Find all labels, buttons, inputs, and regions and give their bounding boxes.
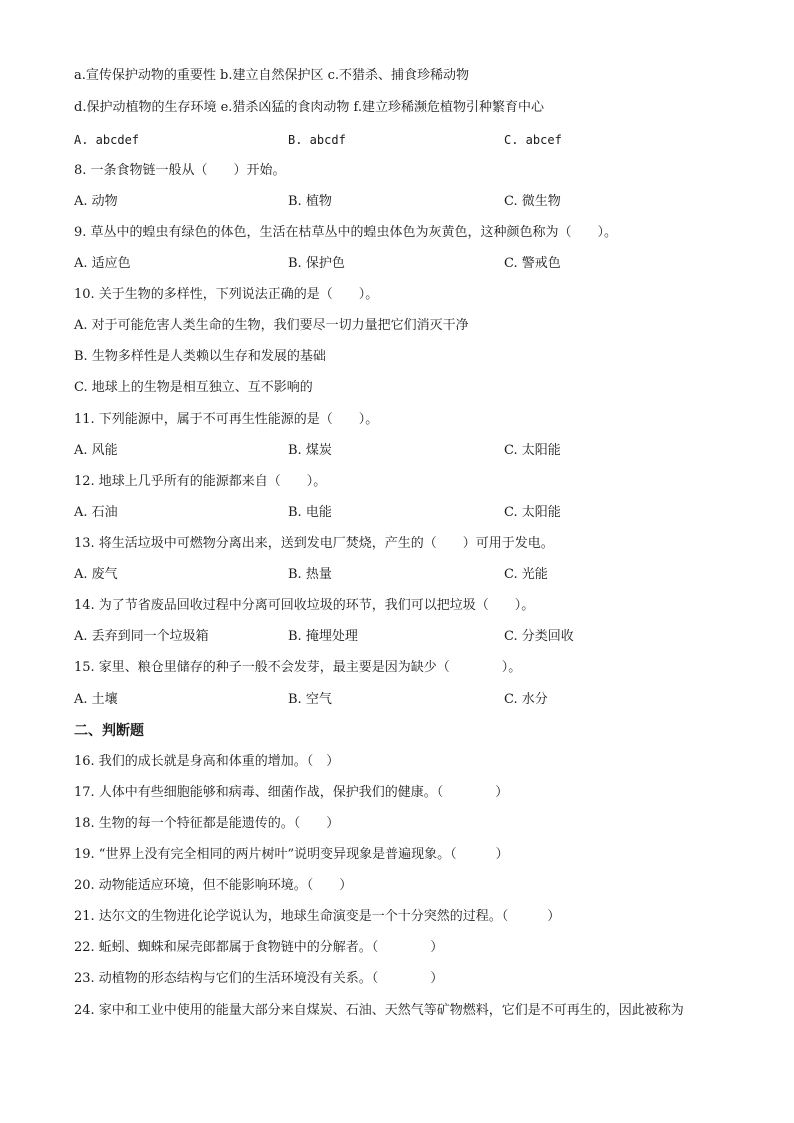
q11-stem: 11. 下列能源中，属于不可再生性能源的是（ ）。 — [74, 412, 379, 427]
judgement-item-21: 21. 达尔文的生物进化论学说认为，地球生命演变是一个十分突然的过程。（ ） — [74, 909, 561, 924]
q11-option-a[interactable]: A. 风能 — [74, 443, 118, 458]
q14-options — [74, 627, 724, 647]
q10-stem: 10. 关于生物的多样性，下列说法正确的是（ ）。 — [74, 287, 379, 302]
q13-options — [74, 565, 724, 585]
q14-option-b[interactable]: B. 掩埋处理 — [288, 629, 358, 644]
q14-option-a[interactable]: A. 丢弃到同一个垃圾箱 — [74, 629, 209, 644]
judgement-item-16: 16. 我们的成长就是身高和体重的增加。（ ） — [74, 754, 340, 769]
q7-option-b[interactable]: B. abcdf — [288, 133, 346, 147]
q8-option-a[interactable]: A. 动物 — [74, 194, 118, 209]
q13-option-c[interactable]: C. 光能 — [504, 567, 548, 582]
q12-option-c[interactable]: C. 太阳能 — [504, 505, 561, 520]
q11-options — [74, 441, 724, 461]
q7-items-line-1: a.宣传保护动物的重要性 b.建立自然保护区 c.不猎杀、捕食珍稀动物 — [74, 68, 470, 83]
q8-option-c[interactable]: C. 微生物 — [504, 194, 561, 209]
q15-option-b[interactable]: B. 空气 — [288, 692, 332, 707]
q15-option-c[interactable]: C. 水分 — [504, 692, 548, 707]
judgement-item-20: 20. 动物能适应环境，但不能影响环境。（ ） — [74, 878, 353, 893]
q9-stem: 9. 草丛中的蝗虫有绿色的体色，生活在枯草丛中的蝗虫体色为灰黄色，这种颜色称为（ ）。 — [74, 225, 618, 240]
q9-options — [74, 254, 724, 274]
q7-items-line-2: d.保护动植物的生存环境 e.猎杀凶猛的食肉动物 f.建立珍稀濒危植物引种繁育中心 — [74, 100, 545, 115]
q13-option-a[interactable]: A. 废气 — [74, 567, 118, 582]
q7-options — [74, 130, 724, 150]
judgement-item-23: 23. 动植物的形态结构与它们的生活环境没有关系。（ ） — [74, 971, 444, 986]
q8-options — [74, 192, 724, 212]
q14-option-c[interactable]: C. 分类回收 — [504, 629, 574, 644]
judgement-item-24: 24. 家中和工业中使用的能量大部分来自煤炭、石油、天然气等矿物燃料，它们是不可再生的，因此被称为 — [74, 1003, 684, 1018]
judgement-item-22: 22. 蚯蚓、蜘蛛和屎壳郎都属于食物链中的分解者。（ ） — [74, 940, 444, 955]
q15-options — [74, 690, 724, 710]
q13-stem: 13. 将生活垃圾中可燃物分离出来，送到发电厂焚烧，产生的（ ）可用于发电。 — [74, 536, 554, 551]
q12-stem: 12. 地球上几乎所有的能源都来自（ ）。 — [74, 474, 327, 489]
q11-option-c[interactable]: C. 太阳能 — [504, 443, 561, 458]
q7-option-a[interactable]: A. abcdef — [74, 133, 140, 147]
q8-stem: 8. 一条食物链一般从（ ）开始。 — [74, 163, 286, 178]
q12-options — [74, 503, 724, 523]
judgement-item-18: 18. 生物的每一个特征都是能遗传的。（ ） — [74, 816, 340, 831]
q13-option-b[interactable]: B. 热量 — [288, 567, 332, 582]
q15-stem: 15. 家里、粮仓里储存的种子一般不会发芽，最主要是因为缺少（ ）。 — [74, 660, 522, 675]
q10-option-c[interactable]: C. 地球上的生物是相互独立、互不影响的 — [74, 380, 313, 395]
q9-option-c[interactable]: C. 警戒色 — [504, 256, 561, 271]
q9-option-b[interactable]: B. 保护色 — [288, 256, 345, 271]
q7-option-c[interactable]: C. abcef — [504, 133, 562, 147]
q14-stem: 14. 为了节省废品回收过程中分离可回收垃圾的环节，我们可以把垃圾（ ）。 — [74, 598, 535, 613]
q12-option-a[interactable]: A. 石油 — [74, 505, 118, 520]
q15-option-a[interactable]: A. 土壤 — [74, 692, 118, 707]
section-title-judgement: 二、判断题 — [74, 723, 144, 739]
q11-option-b[interactable]: B. 煤炭 — [288, 443, 332, 458]
q8-option-b[interactable]: B. 植物 — [288, 194, 332, 209]
q10-option-a[interactable]: A. 对于可能危害人类生命的生物，我们要尽一切力量把它们消灭干净 — [74, 318, 469, 333]
judgement-item-17: 17. 人体中有些细胞能够和病毒、细菌作战，保护我们的健康。（ ） — [74, 785, 509, 800]
judgement-item-19: 19. “世界上没有完全相同的两片树叶”说明变异现象是普遍现象。（ ） — [74, 847, 509, 862]
q10-option-b[interactable]: B. 生物多样性是人类赖以生存和发展的基础 — [74, 349, 326, 364]
q9-option-a[interactable]: A. 适应色 — [74, 256, 131, 271]
q12-option-b[interactable]: B. 电能 — [288, 505, 332, 520]
